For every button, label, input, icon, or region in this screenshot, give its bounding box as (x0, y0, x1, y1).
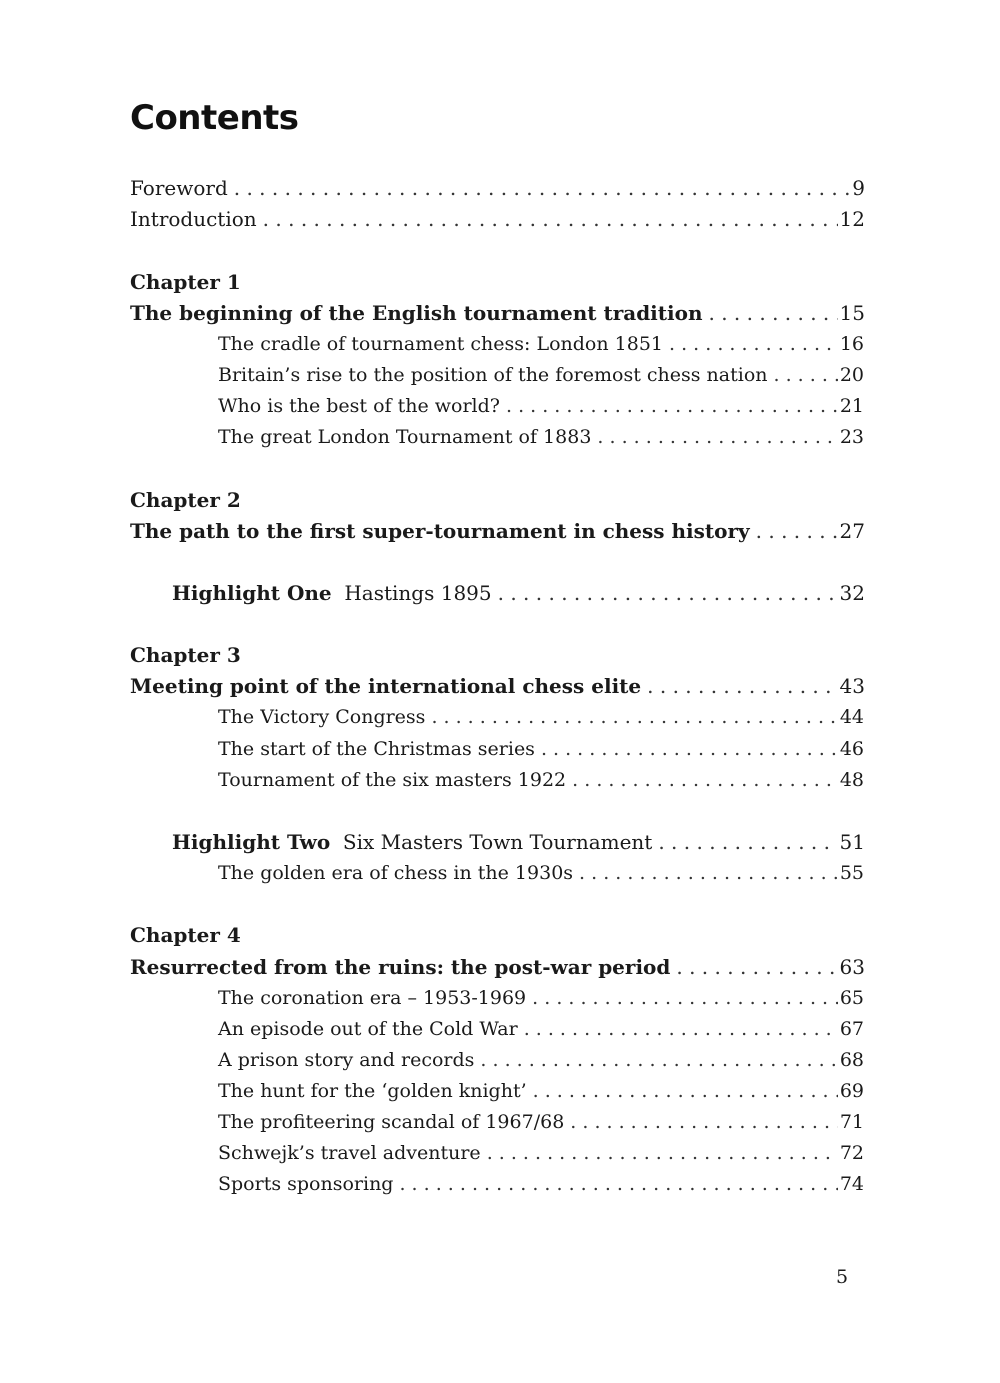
toc-entry-label: An episode out of the Cold War (218, 1018, 518, 1040)
toc-entry-label: The golden era of chess in the 1930s (218, 862, 574, 884)
toc-entry-label: The cradle of tournament chess: London 1851 (218, 333, 663, 355)
toc-entry-page: 74 (839, 1173, 864, 1195)
leader-dots (676, 952, 837, 983)
highlight-name: Highlight Two (172, 830, 331, 854)
leader-dots (234, 173, 851, 204)
leader-dots (399, 1169, 837, 1200)
toc-entry-label: Resurrected from the ruins: the post-war period (130, 955, 671, 979)
toc-entry-introduction[interactable] (130, 204, 865, 235)
highlight-label: Six Masters Town Tournament (342, 830, 653, 854)
toc-entry-page: 44 (839, 706, 864, 728)
highlight-label: Hastings 1895 (344, 581, 492, 605)
toc-section-entry[interactable] (218, 1138, 864, 1169)
toc-entry-page: 48 (839, 769, 864, 791)
chapter-heading: Chapter 3 (130, 643, 241, 667)
toc-entry-label: The path to the first super-tournament in chess history (130, 519, 750, 543)
toc-entry-page: 69 (839, 1080, 864, 1102)
highlight-name: Highlight One (172, 581, 332, 605)
toc-entry-page: 9 (852, 176, 865, 200)
toc-entry-label: Foreword (130, 176, 228, 200)
toc-entry-page: 43 (839, 674, 865, 698)
toc-section-entry[interactable] (218, 734, 864, 765)
toc-entry-label: Tournament of the six masters 1922 (218, 769, 567, 791)
leader-dots (756, 516, 838, 547)
toc-section-entry[interactable] (218, 1076, 864, 1107)
page-title: Contents (130, 98, 299, 138)
toc-entry-page: 27 (839, 519, 865, 543)
toc-entry-label: Who is the best of the world? (218, 395, 500, 417)
chapter-title-entry[interactable] (130, 671, 865, 702)
leader-dots (498, 578, 838, 609)
toc-entry-page: 68 (839, 1049, 864, 1071)
leader-dots (647, 671, 837, 702)
toc-section-entry[interactable] (218, 391, 864, 422)
toc-entry-label: The profiteering scandal of 1967/68 (218, 1111, 565, 1133)
leader-dots (533, 1076, 838, 1107)
toc-section-entry[interactable] (218, 858, 864, 889)
toc-entry-page: 32 (839, 581, 865, 605)
toc-entry-label: Britain’s rise to the position of the foremost chess nation (218, 364, 768, 386)
toc-section-entry[interactable] (218, 702, 864, 733)
leader-dots (487, 1138, 838, 1169)
leader-dots (506, 391, 838, 422)
toc-section-entry[interactable] (218, 1107, 864, 1138)
toc-entry-page: 12 (839, 207, 865, 231)
toc-entry-page: 63 (839, 955, 865, 979)
toc-entry-page: 51 (839, 830, 865, 854)
toc-entry-page: 15 (839, 301, 865, 325)
toc-entry-page: 65 (839, 987, 864, 1009)
toc-entry-label: The coronation era – 1953-1969 (218, 987, 527, 1009)
chapter-heading: Chapter 1 (130, 270, 241, 294)
toc-entry-label: The beginning of the English tournament tradition (130, 301, 703, 325)
page-number: 5 (836, 1266, 849, 1288)
toc-entry-label (172, 827, 652, 858)
toc-entry-page: 67 (839, 1018, 864, 1040)
toc-section-entry[interactable] (218, 765, 864, 796)
toc-entry-label: Schwejk’s travel adventure (218, 1142, 481, 1164)
leader-dots (579, 858, 838, 889)
toc-section-entry[interactable] (218, 1169, 864, 1200)
toc-entry-label: A prison story and records (218, 1049, 475, 1071)
toc-highlight-entry[interactable] (172, 578, 865, 609)
chapter-title-entry[interactable] (130, 952, 865, 983)
toc-highlight-entry[interactable] (172, 827, 865, 858)
leader-dots (709, 298, 838, 329)
chapter-title-entry[interactable] (130, 298, 865, 329)
toc-entry-page: 55 (839, 862, 864, 884)
leader-dots (532, 983, 838, 1014)
leader-dots (524, 1014, 838, 1045)
toc-section-entry[interactable] (218, 329, 864, 360)
toc-entry-label: Introduction (130, 207, 257, 231)
leader-dots (774, 360, 838, 391)
toc-entry-page: 46 (839, 738, 864, 760)
leader-dots (669, 329, 838, 360)
leader-dots (431, 702, 837, 733)
toc-entry-page: 72 (839, 1142, 864, 1164)
leader-dots (541, 734, 838, 765)
toc-entry-page: 23 (839, 426, 864, 448)
toc-entry-label: The Victory Congress (218, 706, 426, 728)
toc-section-entry[interactable] (218, 1045, 864, 1076)
toc-entry-page: 71 (839, 1111, 864, 1133)
toc-entry-label (172, 578, 492, 609)
leader-dots (658, 827, 837, 858)
leader-dots (480, 1045, 837, 1076)
toc-section-entry[interactable] (218, 422, 864, 453)
toc-entry-label: Sports sponsoring (218, 1173, 394, 1195)
toc-entry-label: The start of the Christmas series (218, 738, 535, 760)
toc-section-entry[interactable] (218, 1014, 864, 1045)
leader-dots (597, 422, 837, 453)
chapter-heading: Chapter 4 (130, 923, 241, 947)
toc-entry-page: 16 (839, 333, 864, 355)
toc-section-entry[interactable] (218, 360, 864, 391)
leader-dots (570, 1107, 838, 1138)
toc-entry-label: The hunt for the ‘golden knight’ (218, 1080, 527, 1102)
toc-section-entry[interactable] (218, 983, 864, 1014)
chapter-title-entry[interactable] (130, 516, 865, 547)
leader-dots (572, 765, 838, 796)
chapter-heading: Chapter 2 (130, 488, 241, 512)
toc-entry-page: 20 (839, 364, 864, 386)
toc-entry-foreword[interactable] (130, 173, 865, 204)
toc-entry-label: The great London Tournament of 1883 (218, 426, 592, 448)
toc-entry-label: Meeting point of the international chess elite (130, 674, 642, 698)
leader-dots (263, 204, 838, 235)
toc-entry-page: 21 (839, 395, 864, 417)
